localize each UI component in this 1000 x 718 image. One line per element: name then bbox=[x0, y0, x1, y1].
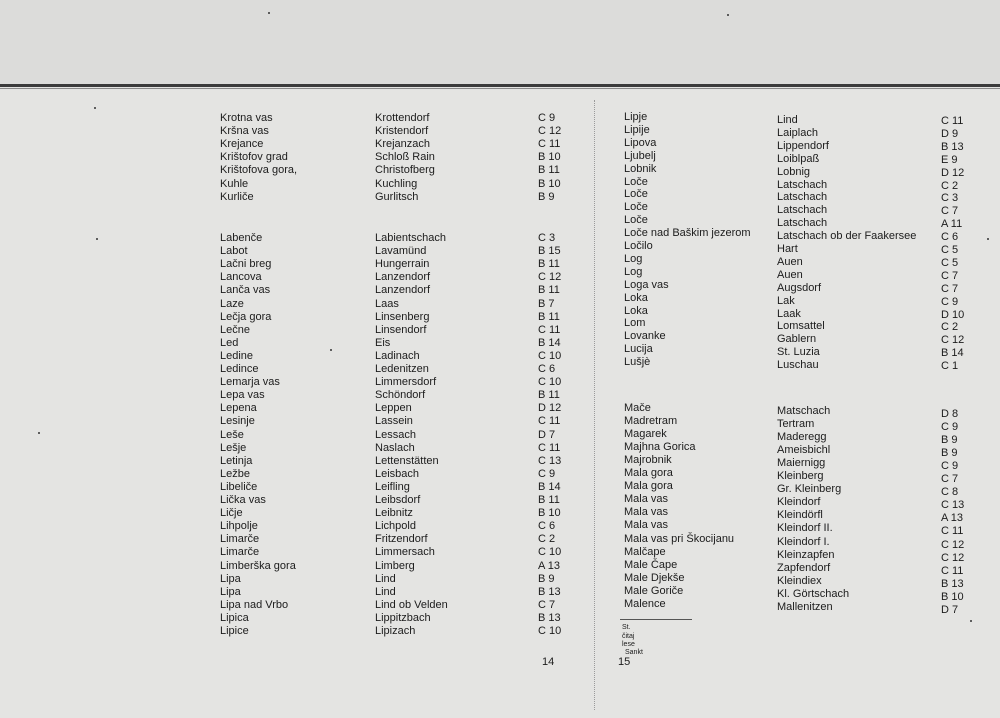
page-fold-line bbox=[0, 84, 1000, 87]
index-entry-german: Maiernigg bbox=[777, 457, 826, 470]
footnote-lese: lese bbox=[622, 640, 635, 648]
index-entry-german: Lobnig bbox=[777, 165, 811, 178]
index-entry-grid-ref: B 7 bbox=[538, 297, 555, 310]
index-entry-german: Latschach ob der Faakersee bbox=[777, 230, 917, 243]
index-entry-slovene: Krotna vas bbox=[220, 112, 273, 124]
index-entry-grid-ref: B 10 bbox=[538, 151, 561, 164]
index-entry-slovene: Lipova bbox=[624, 136, 657, 149]
index-entry-slovene: Male Čape bbox=[624, 558, 678, 571]
index-entry-grid-ref: C 7 bbox=[941, 282, 959, 295]
index-entry-german: St. Luzia bbox=[777, 346, 820, 359]
index-entry-grid-ref: D 7 bbox=[941, 603, 959, 616]
index-entry-grid-ref: C 12 bbox=[941, 538, 965, 551]
index-entry-grid-ref: C 7 bbox=[941, 269, 959, 282]
index-entry-slovene: Laze bbox=[220, 297, 244, 310]
index-entry-slovene: Mala vas bbox=[624, 506, 669, 519]
index-entry-grid-ref: C 10 bbox=[538, 376, 562, 389]
index-entry-grid-ref: C 1 bbox=[941, 360, 959, 373]
book-gutter bbox=[594, 100, 596, 710]
index-entry-grid-ref: C 6 bbox=[538, 363, 556, 375]
index-entry-slovene: Mala vas bbox=[624, 493, 669, 506]
index-entry-german: Gr. Kleinberg bbox=[777, 483, 842, 496]
scan-speck bbox=[727, 14, 729, 16]
index-entry-slovene: Lipije bbox=[624, 123, 650, 136]
index-entry-slovene: Labot bbox=[220, 245, 248, 258]
index-entry-grid-ref: C 11 bbox=[941, 525, 964, 538]
scan-top-margin bbox=[0, 0, 1000, 84]
index-entry-german: Lind bbox=[777, 114, 798, 126]
index-entry-german: Lassein bbox=[375, 415, 413, 428]
index-entry-german: Lettenstätten bbox=[375, 454, 439, 467]
index-entry-slovene: Lička vas bbox=[220, 494, 266, 506]
index-entry-grid-ref: B 10 bbox=[538, 177, 561, 190]
index-entry-slovene: Loče bbox=[624, 201, 648, 214]
index-entry-slovene: Led bbox=[220, 336, 239, 349]
index-entry-german: Kristendorf bbox=[375, 125, 429, 138]
index-entry-slovene: Loče nad Baškim jezerom bbox=[624, 227, 751, 240]
index-entry-slovene: Male Djekše bbox=[624, 571, 685, 584]
index-entry-slovene: Lom bbox=[624, 317, 646, 330]
index-entry-german: Latschach bbox=[777, 204, 828, 217]
index-entry-slovene: Male Goriče bbox=[624, 584, 684, 597]
index-entry-german: Krottendorf bbox=[375, 112, 430, 124]
index-entry-german: Eis bbox=[375, 336, 391, 349]
scan-speck bbox=[94, 107, 96, 109]
index-entry-slovene: Mače bbox=[624, 402, 651, 414]
index-entry-german: Laas bbox=[375, 297, 399, 310]
index-entry-slovene: Lipice bbox=[220, 625, 249, 637]
index-entry-german: Ladinach bbox=[375, 349, 420, 362]
index-entry-slovene: Loče bbox=[624, 188, 648, 201]
footnote-st: St. bbox=[622, 624, 631, 631]
index-entry-german: Kleindörfl bbox=[777, 509, 823, 522]
index-entry-german: Schloß Rain bbox=[375, 151, 435, 164]
index-entry-grid-ref: C 9 bbox=[538, 467, 556, 480]
index-entry-slovene: Lovanke bbox=[624, 330, 666, 343]
index-entry-german: Laak bbox=[777, 307, 801, 320]
index-entry-slovene: Kurliče bbox=[220, 190, 254, 203]
index-entry-slovene: Ledine bbox=[220, 349, 254, 362]
index-entry-german: Kuchling bbox=[375, 177, 418, 190]
index-entry-slovene: Lečja gora bbox=[220, 310, 272, 323]
index-entry-slovene: Lepena bbox=[220, 402, 257, 415]
index-entry-slovene: Loga vas bbox=[624, 278, 669, 291]
page-fold-shadow bbox=[0, 88, 1000, 89]
index-entry-slovene: Krejance bbox=[220, 138, 264, 151]
index-entry-german: Gablern bbox=[777, 333, 817, 346]
index-entry-grid-ref: B 13 bbox=[941, 577, 964, 590]
scan-speck bbox=[268, 12, 270, 14]
scan-speck bbox=[970, 620, 972, 622]
index-entry-slovene: Log bbox=[624, 265, 643, 278]
index-entry-grid-ref: C 7 bbox=[941, 205, 959, 218]
index-entry-german: Maderegg bbox=[777, 431, 827, 444]
index-entry-german: Lippitzbach bbox=[375, 611, 431, 624]
index-entry-german: Kleindorf II. bbox=[777, 522, 833, 535]
index-entry-slovene: Loče bbox=[624, 175, 648, 188]
index-entry-grid-ref: C 8 bbox=[941, 486, 959, 499]
index-entry-grid-ref: C 10 bbox=[538, 349, 562, 362]
index-entry-grid-ref: A 11 bbox=[941, 218, 963, 231]
index-entry-slovene: Lipje bbox=[624, 111, 648, 123]
index-entry-grid-ref: C 11 bbox=[941, 115, 964, 127]
index-entry-german: Gurlitsch bbox=[375, 190, 419, 203]
index-entry-grid-ref: C 11 bbox=[538, 138, 561, 151]
index-entry-german: Ameisbichl bbox=[777, 444, 831, 457]
index-entry-german: Kleindiex bbox=[777, 574, 822, 587]
index-entry-german: Lipizach bbox=[375, 625, 416, 637]
index-entry-slovene: Log bbox=[624, 252, 643, 265]
index-entry-german: Augsdorf bbox=[777, 281, 822, 294]
index-entry-german: Krejanzach bbox=[375, 138, 431, 151]
page-number-right: 15 bbox=[618, 656, 631, 668]
index-entry-slovene: Malčape bbox=[624, 545, 666, 558]
index-entry-grid-ref: B 10 bbox=[941, 590, 964, 603]
index-entry-grid-ref: C 9 bbox=[941, 460, 959, 473]
footnote-citaj: čitaj bbox=[622, 632, 635, 640]
index-entry-grid-ref: B 9 bbox=[941, 434, 958, 447]
index-entry-german: Leibsdorf bbox=[375, 494, 421, 506]
index-entry-slovene: Lihpolje bbox=[220, 520, 258, 533]
index-entry-german: Lanzendorf bbox=[375, 284, 431, 297]
index-entry-german: Limberg bbox=[375, 559, 415, 572]
index-entry-grid-ref: A 13 bbox=[538, 559, 561, 572]
index-entry-german: Lessach bbox=[375, 428, 416, 441]
footnote bbox=[622, 624, 643, 658]
index-entry-grid-ref: C 3 bbox=[538, 232, 556, 244]
index-entry-grid-ref: B 13 bbox=[538, 611, 561, 624]
index-entry-grid-ref: B 9 bbox=[538, 190, 555, 203]
index-entry-grid-ref: B 13 bbox=[538, 585, 561, 598]
index-entry-grid-ref: C 5 bbox=[941, 244, 959, 256]
index-entry-german: Naslach bbox=[375, 441, 415, 454]
index-entry-grid-ref: C 9 bbox=[538, 112, 556, 124]
index-entry-grid-ref: C 2 bbox=[538, 533, 556, 546]
index-entry-german: Latschach bbox=[777, 217, 828, 230]
index-entry-grid-ref: B 14 bbox=[538, 480, 561, 493]
index-entry-slovene: Krištofov grad bbox=[220, 151, 288, 164]
index-entry-grid-ref: A 13 bbox=[941, 512, 964, 525]
index-entry-slovene: Lipa bbox=[220, 585, 241, 598]
index-entry-german: Lind ob Velden bbox=[375, 598, 448, 611]
index-entry-german: Lanzendorf bbox=[375, 271, 431, 284]
index-entry-grid-ref: C 12 bbox=[538, 271, 562, 284]
index-entry-slovene: Mala gora bbox=[624, 480, 673, 493]
index-entry-german: Zapfendorf bbox=[777, 561, 831, 574]
index-entry-grid-ref: B 11 bbox=[538, 494, 560, 506]
index-entry-slovene: Loče bbox=[624, 214, 648, 227]
index-entry-grid-ref: C 6 bbox=[538, 520, 556, 533]
footnote-stack bbox=[622, 633, 635, 649]
index-entry-slovene: Lipica bbox=[220, 611, 249, 624]
index-entry-slovene: Lačni breg bbox=[220, 258, 272, 271]
index-entry-grid-ref: C 12 bbox=[941, 551, 965, 564]
index-entry-grid-ref: B 11 bbox=[538, 310, 560, 323]
index-entry-german: Latschach bbox=[777, 191, 828, 204]
index-entry-grid-ref: C 11 bbox=[538, 441, 561, 454]
scan-speck bbox=[38, 432, 40, 434]
index-entry-grid-ref: D 12 bbox=[538, 402, 562, 415]
index-entry-slovene: Mala vas bbox=[624, 519, 669, 532]
index-entry-grid-ref: B 11 bbox=[538, 258, 560, 271]
index-entry-slovene: Majrobnik bbox=[624, 454, 672, 467]
index-entry-slovene: Mala gora bbox=[624, 467, 673, 480]
scan-speck bbox=[96, 238, 98, 240]
index-entry-german: Hungerrain bbox=[375, 258, 430, 271]
index-entry-grid-ref: D 9 bbox=[941, 127, 959, 140]
index-entry-slovene: Lobnik bbox=[624, 162, 657, 175]
index-entry-grid-ref: C 6 bbox=[941, 231, 959, 244]
index-entry-slovene: Lancova bbox=[220, 271, 262, 284]
index-entry-grid-ref: C 12 bbox=[941, 334, 965, 347]
index-entry-german: Lichpold bbox=[375, 520, 416, 533]
index-entry-grid-ref: C 11 bbox=[538, 323, 561, 336]
index-entry-grid-ref: E 9 bbox=[941, 153, 958, 166]
index-entry-slovene: Ledince bbox=[220, 363, 259, 375]
index-entry-slovene: Lečne bbox=[220, 323, 250, 336]
index-entry-slovene: Lušjè bbox=[624, 356, 651, 369]
index-entry-slovene: Majhna Gorica bbox=[624, 441, 696, 454]
index-entry-german: Fritzendorf bbox=[375, 533, 428, 546]
index-entry-grid-ref: B 11 bbox=[538, 164, 560, 177]
index-entry-german: Ledenitzen bbox=[375, 363, 429, 375]
index-entry-grid-ref: C 13 bbox=[941, 499, 965, 512]
index-entry-slovene: Lešje bbox=[220, 441, 247, 454]
index-entry-slovene: Kuhle bbox=[220, 177, 249, 190]
index-entry-grid-ref: C 2 bbox=[941, 321, 959, 334]
index-entry-slovene: Lanča vas bbox=[220, 284, 271, 297]
index-entry-german: Kleindorf bbox=[777, 496, 821, 509]
index-entry-grid-ref: C 9 bbox=[941, 421, 959, 434]
index-entry-german: Mallenitzen bbox=[777, 600, 833, 613]
index-entry-grid-ref: B 9 bbox=[941, 447, 958, 460]
index-entry-grid-ref: C 13 bbox=[538, 454, 562, 467]
index-entry-slovene: Lipa bbox=[220, 572, 241, 585]
index-entry-german: Laiplach bbox=[777, 126, 818, 139]
scan-speck bbox=[330, 349, 332, 351]
index-entry-grid-ref: C 11 bbox=[538, 415, 561, 428]
index-entry-german: Kl. Görtschach bbox=[777, 587, 850, 600]
index-entry-grid-ref: D 10 bbox=[941, 308, 965, 321]
index-entry-grid-ref: D 8 bbox=[941, 408, 959, 420]
index-entry-slovene: Lucija bbox=[624, 343, 653, 356]
index-entry-german: Kleinzapfen bbox=[777, 548, 835, 561]
index-entry-slovene: Lipa nad Vrbo bbox=[220, 598, 289, 611]
index-entry-german: Schöndorf bbox=[375, 389, 426, 402]
index-entry-slovene: Loka bbox=[624, 291, 648, 304]
index-entry-slovene: Ležbe bbox=[220, 467, 250, 480]
index-entry-german: Lavamünd bbox=[375, 245, 427, 258]
index-entry-german: Lippendorf bbox=[777, 139, 829, 152]
index-entry-german: Auen bbox=[777, 255, 803, 268]
index-entry-grid-ref: C 9 bbox=[941, 295, 959, 308]
index-entry-german: Matschach bbox=[777, 405, 831, 417]
index-entry-german: Leisbach bbox=[375, 467, 420, 480]
index-entry-grid-ref: C 7 bbox=[941, 473, 959, 486]
index-entry-grid-ref: C 12 bbox=[538, 125, 562, 138]
page-number-left: 14 bbox=[542, 656, 555, 668]
index-entry-slovene: Loka bbox=[624, 304, 648, 317]
index-entry-grid-ref: C 5 bbox=[941, 256, 959, 269]
index-entry-slovene: Lemarja vas bbox=[220, 376, 280, 389]
index-entry-slovene: Magarek bbox=[624, 428, 667, 441]
index-entry-grid-ref: B 11 bbox=[538, 389, 560, 402]
index-entry-german: Linsendorf bbox=[375, 323, 427, 336]
index-entry-slovene: Limarče bbox=[220, 533, 260, 546]
index-entry-grid-ref: B 13 bbox=[941, 140, 964, 153]
index-entry-german: Leifling bbox=[375, 480, 410, 493]
index-entry-grid-ref: B 11 bbox=[538, 284, 560, 297]
index-entry-grid-ref: B 15 bbox=[538, 245, 561, 258]
index-entry-german: Leibnitz bbox=[375, 507, 413, 520]
index-entry-slovene: Mala vas pri Škocijanu bbox=[624, 532, 735, 545]
index-entry-slovene: Limarče bbox=[220, 546, 260, 559]
index-entry-german: Christofberg bbox=[375, 164, 435, 177]
index-entry-grid-ref: D 12 bbox=[941, 166, 965, 179]
index-entry-german: Loiblpaß bbox=[777, 152, 820, 165]
index-entry-slovene: Libeliče bbox=[220, 480, 258, 493]
index-entry-german: Linsenberg bbox=[375, 310, 430, 323]
index-entry-grid-ref: C 2 bbox=[941, 179, 959, 192]
index-entry-grid-ref: B 10 bbox=[538, 507, 561, 520]
index-entry-slovene: Labenče bbox=[220, 232, 263, 244]
index-entry-grid-ref: C 10 bbox=[538, 546, 562, 559]
index-entry-slovene: Limberška gora bbox=[220, 559, 296, 572]
index-entry-slovene: Kršna vas bbox=[220, 125, 269, 138]
index-entry-german: Latschach bbox=[777, 178, 828, 191]
index-entry-german: Labientschach bbox=[375, 232, 446, 244]
index-entry-grid-ref: D 7 bbox=[538, 428, 556, 441]
index-entry-german: Lak bbox=[777, 294, 795, 307]
index-entry-german: Lind bbox=[375, 585, 396, 598]
index-entry-slovene: Ločilo bbox=[624, 240, 653, 252]
index-entry-german: Lomsattel bbox=[777, 320, 825, 333]
index-entry-slovene: Ljubelj bbox=[624, 149, 656, 162]
index-entry-slovene: Malence bbox=[624, 597, 666, 610]
index-entry-grid-ref: C 10 bbox=[538, 625, 562, 637]
index-entry-slovene: Letinja bbox=[220, 454, 253, 467]
index-entry-slovene: Ličje bbox=[220, 507, 243, 520]
index-entry-german: Hart bbox=[777, 243, 798, 255]
index-entry-slovene: Lepa vas bbox=[220, 389, 265, 402]
index-entry-german: Limmersdorf bbox=[375, 376, 437, 389]
index-entry-grid-ref: C 11 bbox=[941, 564, 964, 577]
index-entry-german: Luschau bbox=[777, 359, 819, 372]
index-entry-german: Tertram bbox=[777, 418, 815, 431]
index-entry-german: Auen bbox=[777, 268, 803, 281]
index-entry-german: Leppen bbox=[375, 402, 412, 415]
index-entry-grid-ref: C 7 bbox=[538, 598, 556, 611]
index-entry-slovene: Leše bbox=[220, 428, 244, 441]
scan-speck bbox=[987, 238, 989, 240]
index-entry-grid-ref: C 3 bbox=[941, 192, 959, 205]
index-entry-german: Lind bbox=[375, 572, 396, 585]
index-entry-german: Limmersach bbox=[375, 546, 435, 559]
footnote-rule bbox=[620, 619, 692, 620]
footnote-sankt: Sankt bbox=[625, 648, 643, 656]
index-entry-grid-ref: B 14 bbox=[941, 347, 964, 360]
index-entry-grid-ref: B 9 bbox=[538, 572, 555, 585]
index-entry-german: Kleinberg bbox=[777, 470, 824, 483]
index-entry-slovene: Krištofova gora, bbox=[220, 164, 298, 177]
index-entry-grid-ref: B 14 bbox=[538, 336, 561, 349]
index-entry-slovene: Lesinje bbox=[220, 415, 255, 428]
index-entry-slovene: Madretram bbox=[624, 415, 678, 428]
index-entry-german: Kleindorf I. bbox=[777, 535, 830, 548]
